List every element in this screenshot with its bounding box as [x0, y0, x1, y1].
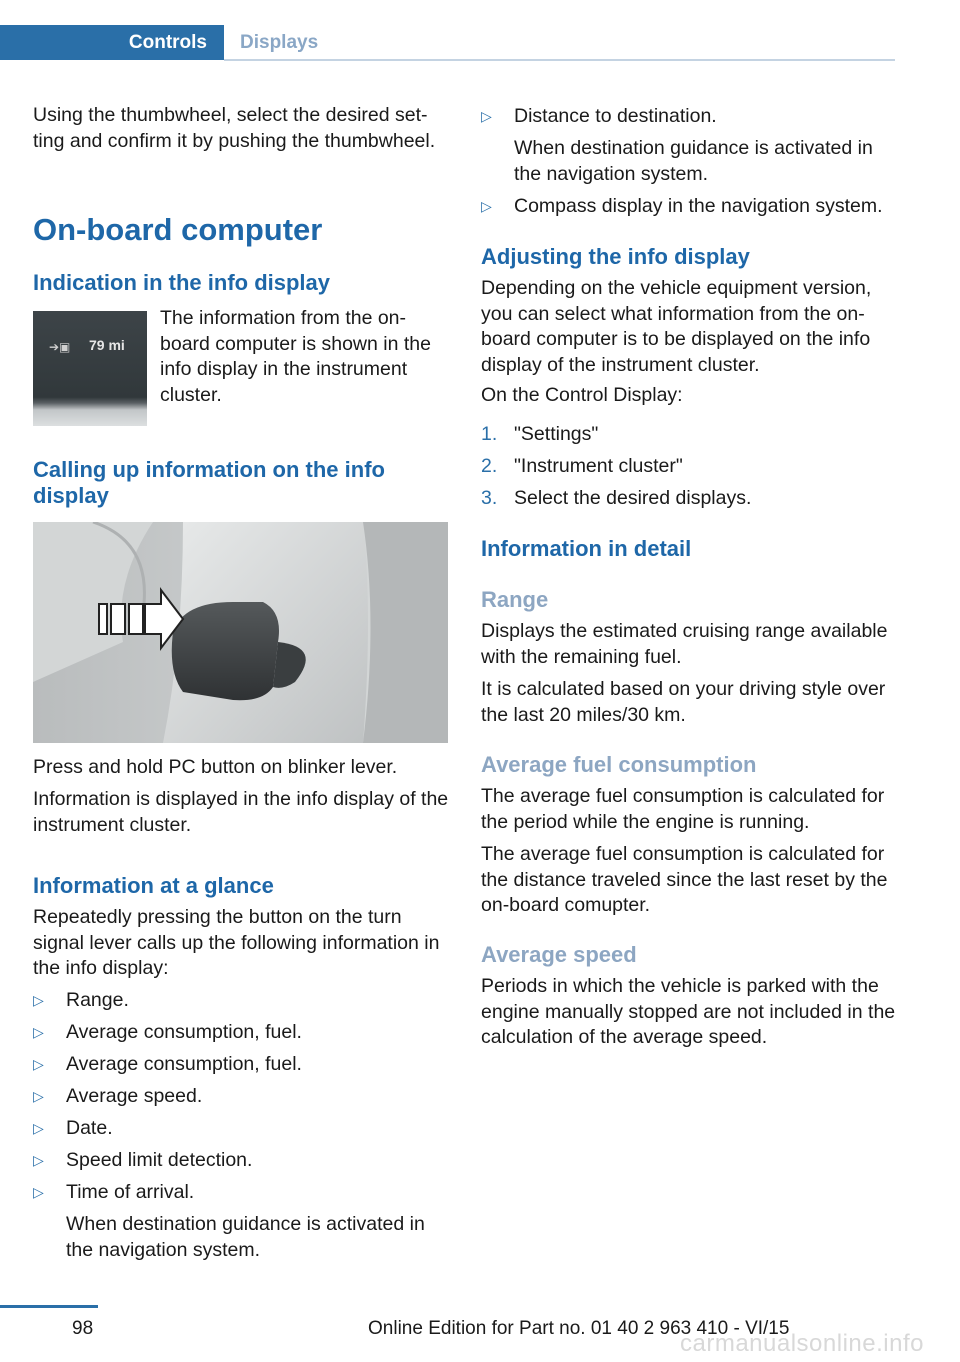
calling-heading: Calling up information on the info display: [33, 457, 385, 508]
list-item: 3. Select the desired displays.: [481, 487, 752, 509]
header-rule: [224, 59, 895, 61]
indication-text: The information from the on-board computer is shown in the info display in the instrument cluster.: [160, 307, 431, 406]
bullet-triangle-icon: ▷: [33, 1120, 44, 1136]
header-tabs: [0, 25, 895, 62]
press-text: Press and hold PC button on blinker lever.: [33, 756, 398, 778]
list-item: ▷ Time of arrival.: [33, 1180, 194, 1206]
list-item: 1. "Settings": [481, 423, 599, 445]
list-item: ▷ Speed limit detection.: [33, 1148, 252, 1174]
distance-note: When destination guidance is activated in the navigation system.: [514, 137, 873, 185]
afc-heading: Average fuel consumption: [481, 752, 757, 777]
speed-heading: Average speed: [481, 942, 637, 967]
blinker-lever-image: [33, 522, 448, 743]
afc-text-1: The average fuel consumption is calculated for the period while the engine is running.: [481, 785, 885, 833]
bullet-triangle-icon: ▷: [33, 1152, 44, 1168]
bullet-triangle-icon: ▷: [481, 198, 492, 214]
arrival-note: When destination guidance is activated in the navigation system.: [66, 1213, 425, 1261]
list-item: ▷ Range.: [33, 988, 129, 1014]
range-text-1: Displays the estimated cruising range available with the remaining fuel.: [481, 620, 888, 668]
range-text-2: It is calculated based on your driving style over the last 20 miles/30 km.: [481, 678, 886, 726]
display-readout: 79 mi: [89, 337, 125, 353]
info-text: Information is displayed in the info display of the instrument cluster.: [33, 788, 449, 836]
list-item: ▷ Date.: [33, 1116, 113, 1142]
section-title: On-board computer: [33, 212, 323, 247]
bullet-triangle-icon: ▷: [33, 1024, 44, 1040]
glance-heading: Information at a glance: [33, 873, 274, 898]
bullet-triangle-icon: ▷: [33, 1056, 44, 1072]
edition-text: Online Edition for Part no. 01 40 2 963 410 - VI/15: [368, 1318, 790, 1339]
glance-text: Repeatedly pressing the button on the turn signal lever calls up the following information in the info display:: [33, 906, 440, 979]
adjust-text: Depending on the vehicle equipment version, you can select what information from the on-board computer is to be displayed on the info display of the instrument cluster.: [481, 277, 872, 376]
tab-displays[interactable]: Displays: [240, 32, 319, 53]
speed-text: Periods in which the vehicle is parked with the engine manually stopped are not included in the calculation of the average speed.: [481, 975, 896, 1048]
bullet-triangle-icon: ▷: [33, 1088, 44, 1104]
adjust-heading: Adjusting the info display: [481, 244, 750, 269]
list-item: ▷ Distance to destination.: [481, 104, 717, 130]
bullet-triangle-icon: ▷: [33, 992, 44, 1008]
list-item: ▷ Average consumption, fuel.: [33, 1052, 302, 1078]
watermark: carmanualsonline.info: [680, 1330, 924, 1357]
detail-heading: Information in detail: [481, 536, 692, 561]
arrow-fuel-pump-icon: ➔▣: [49, 340, 71, 354]
info-display-image: [33, 311, 147, 426]
list-item: ▷ Average consumption, fuel.: [33, 1020, 302, 1046]
list-item: ▷ Compass display in the navigation system.: [481, 194, 883, 220]
indication-heading: Indication in the info display: [33, 270, 331, 295]
list-item: ▷ Average speed.: [33, 1084, 202, 1110]
tab-controls[interactable]: Controls: [0, 25, 224, 60]
intro-text: Using the thumbwheel, select the desired set‐ting and confirm it by pushing the thumbwheel.: [33, 104, 436, 152]
afc-text-2: The average fuel consumption is calculated for the distance traveled since the last reset by the on-board comupter.: [481, 843, 888, 916]
footer-rule: [0, 1305, 98, 1308]
list-item: 2. "Instrument cluster": [481, 455, 683, 477]
page-number: 98: [72, 1318, 94, 1339]
bullet-triangle-icon: ▷: [33, 1184, 44, 1200]
control-display-text: On the Control Display:: [481, 384, 683, 406]
range-heading: Range: [481, 587, 549, 612]
bullet-triangle-icon: ▷: [481, 108, 492, 124]
